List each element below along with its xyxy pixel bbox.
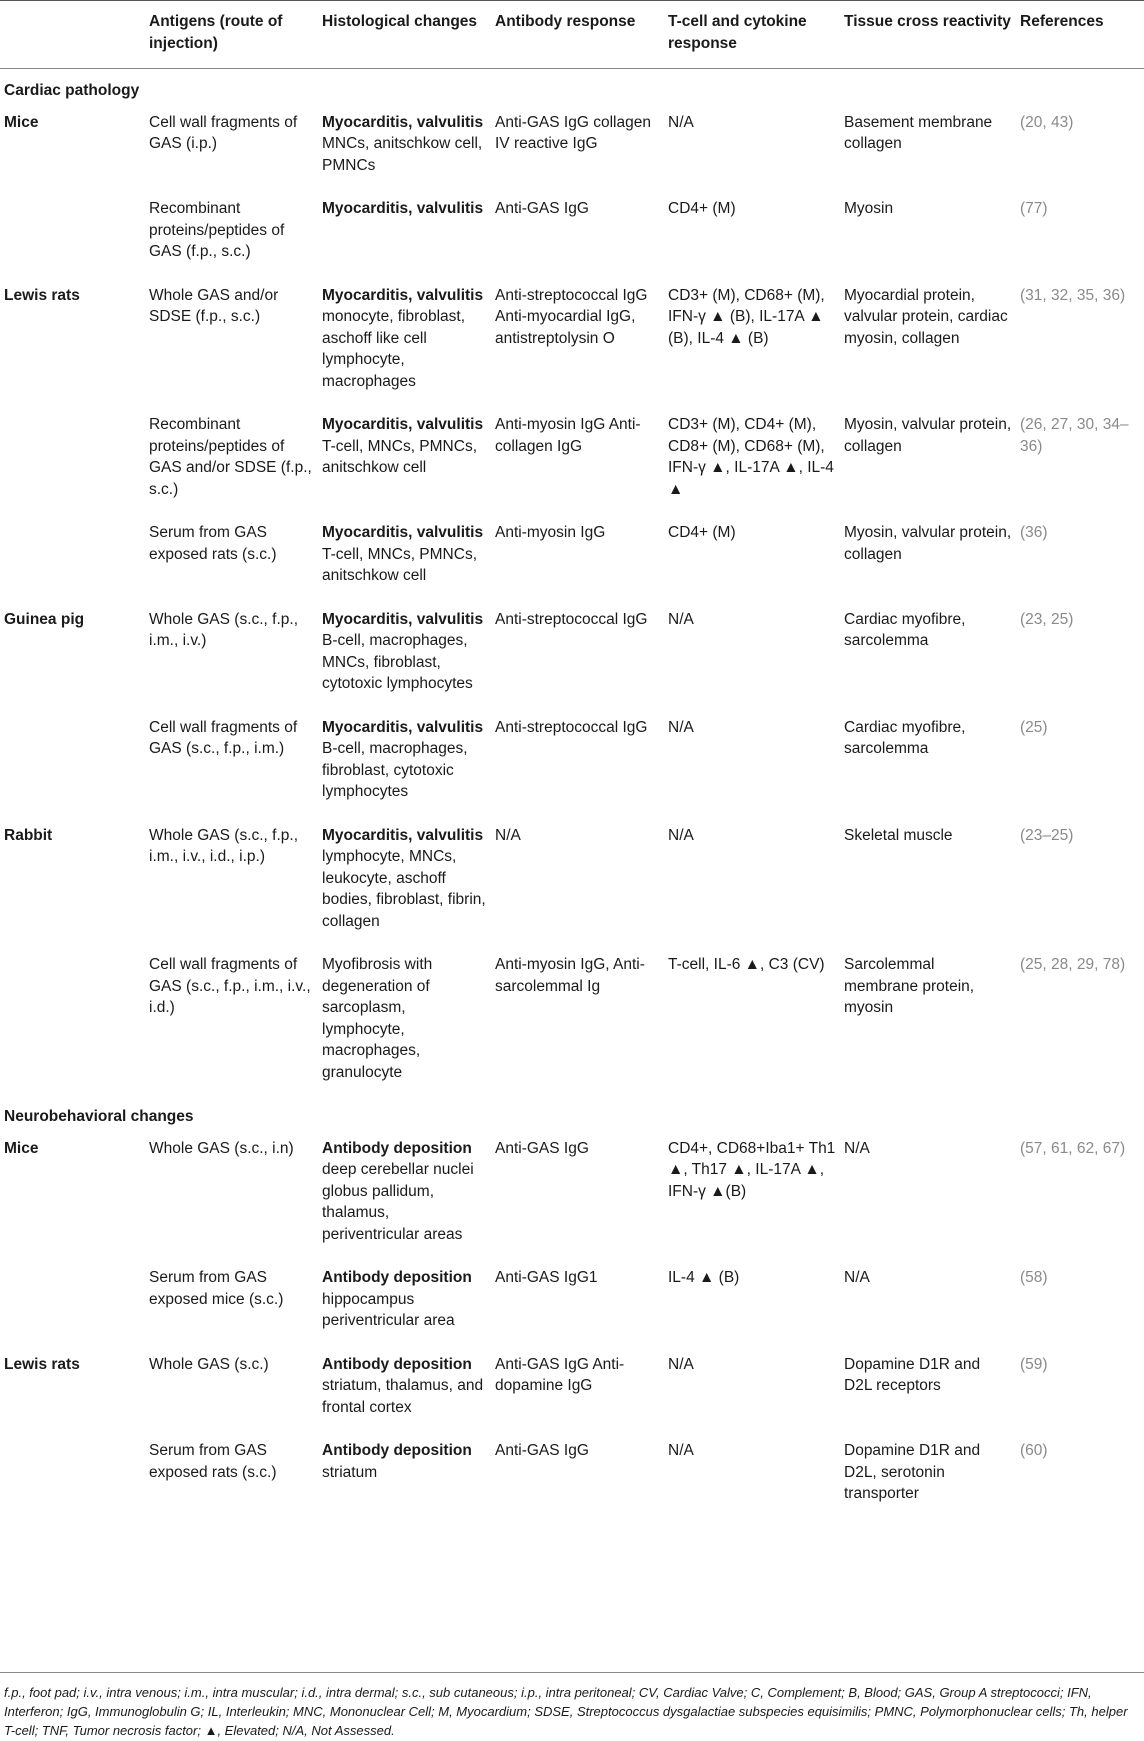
row-antibody: Anti-myosin IgG Anti- collagen IgG: [495, 416, 641, 455]
row-tissue: N/A: [844, 1269, 870, 1286]
row-antibody: Anti-GAS IgG collagen IV reactive IgG: [495, 113, 651, 152]
row-antigen: Cell wall fragments of GAS (s.c., f.p., i.m., i.v., i.d.): [149, 956, 311, 1016]
row-species: [0, 188, 145, 275]
row-antibody: Anti-streptococcal IgG: [495, 718, 648, 736]
row-tcell: IL-4 ▲ (B): [668, 1269, 740, 1286]
row-antibody: Anti-GAS IgG1: [495, 1269, 598, 1286]
row-references[interactable]: (59): [1020, 1355, 1048, 1373]
row-antigen: Whole GAS (s.c.): [149, 1355, 269, 1373]
row-antigen: Whole GAS (s.c., f.p., i.m., i.v.): [149, 610, 299, 649]
row-tissue: Myocardial protein, valvular protein, cardiac myosin, collagen: [844, 286, 1008, 347]
row-tissue: N/A: [844, 1139, 870, 1157]
header-tissue: Tissue cross reactivity: [840, 0, 1016, 69]
row-histological: [318, 1257, 491, 1344]
row-antibody: Anti-streptococcal IgG: [495, 610, 648, 628]
header-antibody: Antibody response: [491, 0, 664, 69]
row-histological: [318, 815, 491, 945]
row-tissue: Cardiac myofibre, sarcolemma: [844, 718, 966, 757]
row-antigen: Recombinant proteins/peptides of GAS and/or SDSE (f.p., s.c.): [149, 416, 312, 498]
row-antigen: Serum from GAS exposed rats (s.c.): [149, 1442, 277, 1481]
row-antibody: Anti-GAS IgG Anti-dopamine IgG: [495, 1355, 625, 1394]
histological-detail: deep cerebellar nuclei globus pallidum, thalamus, periventricular areas: [322, 1161, 474, 1243]
row-references[interactable]: (60): [1020, 1442, 1048, 1459]
histological-finding: Antibody deposition: [322, 1355, 472, 1373]
row-references[interactable]: (57, 61, 62, 67): [1020, 1139, 1126, 1157]
row-tissue: Myosin, valvular protein, collagen: [844, 524, 1012, 563]
row-references[interactable]: (77): [1020, 200, 1048, 217]
row-references[interactable]: (31, 32, 35, 36): [1020, 286, 1126, 304]
row-species: [0, 1257, 145, 1344]
row-antigen: Serum from GAS exposed mice (s.c.): [149, 1269, 284, 1308]
row-antigen: Whole GAS (s.c., f.p., i.m., i.v., i.d., i.p.): [149, 826, 299, 865]
table-footnote: f.p., foot pad; i.v., intra venous; i.m., intra muscular; i.d., intra dermal; s.c., sub cutaneous; i.p., intra peritoneal; CV, Cardiac Valve; C, Complement; B, Blood; GAS, Group A streptococci; IFN, Interferon; IgG, Immunoglobulin G; IL, Interleukin; MNC, Mononuclear Cell; M, Myocardium; SDSE, Streptococcus dysgalactiae subspecies equisimilis; PMNC, Polymorphonuclear cells; Th, helper T-cell; TNF, Tumor necrosis factor; ▲, Elevated; N/A, Not Assessed.: [0, 1672, 1144, 1740]
row-tcell: CD3+ (M), CD4+ (M), CD8+ (M), CD68+ (M), IFN-γ ▲, IL-17A ▲, IL-4 ▲: [668, 416, 834, 498]
row-antigen: Recombinant proteins/peptides of GAS (f.p., s.c.): [149, 200, 285, 260]
row-references[interactable]: (25): [1020, 718, 1048, 736]
histological-detail: hippocampus periventricular area: [322, 1290, 455, 1329]
row-antibody: N/A: [495, 826, 521, 844]
row-species: Lewis rats: [4, 1355, 80, 1373]
row-species: Rabbit: [4, 826, 53, 844]
histological-finding: Myocarditis, valvulitis: [322, 610, 484, 628]
row-tissue: Dopamine D1R and D2L receptors: [844, 1355, 981, 1394]
histological-finding: Myocarditis, valvulitis: [322, 286, 484, 304]
row-antibody: Anti-GAS IgG: [495, 1442, 589, 1459]
histological-finding: Myocarditis, valvulitis: [322, 416, 484, 433]
row-species: [0, 944, 145, 1095]
row-species: [0, 512, 145, 599]
section-title: Cardiac pathology: [4, 82, 140, 99]
row-tissue: Dopamine D1R and D2L, serotonin transporter: [844, 1442, 981, 1502]
row-tcell: N/A: [668, 1355, 694, 1373]
row-tcell: N/A: [668, 718, 694, 736]
row-histological: [318, 599, 491, 707]
row-antibody: Anti-GAS IgG: [495, 1139, 589, 1157]
row-histological: [318, 1430, 491, 1517]
histological-finding: Myocarditis, valvulitis: [322, 113, 484, 131]
histological-finding: Myocarditis, valvulitis: [322, 200, 484, 217]
row-references[interactable]: (20, 43): [1020, 113, 1074, 131]
histological-finding: Myocarditis, valvulitis: [322, 524, 484, 541]
row-antigen: Whole GAS and/or SDSE (f.p., s.c.): [149, 286, 279, 325]
row-references[interactable]: (26, 27, 30, 34–36): [1020, 416, 1129, 455]
row-tcell: CD4+, CD68+Iba1+ Th1 ▲, Th17 ▲, IL-17A ▲, IFN-γ ▲(B): [668, 1139, 836, 1200]
row-tcell: N/A: [668, 826, 694, 844]
row-antibody: Anti-GAS IgG: [495, 200, 589, 217]
row-tissue: Skeletal muscle: [844, 826, 953, 844]
histological-detail: B-cell, macrophages, fibroblast, cytotoxic lymphocytes: [322, 740, 468, 800]
row-antibody: Anti-myosin IgG, Anti-sarcolemmal Ig: [495, 956, 645, 995]
row-tissue: Myosin: [844, 200, 894, 217]
row-antigen: Serum from GAS exposed rats (s.c.): [149, 524, 277, 563]
row-histological: [318, 102, 491, 189]
row-tissue: Basement membrane collagen: [844, 113, 993, 152]
row-tissue: Myosin, valvular protein, collagen: [844, 416, 1012, 455]
header-references: References: [1016, 0, 1144, 69]
header-antigens: Antigens (route of injection): [145, 0, 318, 69]
row-species: Lewis rats: [4, 286, 80, 304]
row-histological: [318, 404, 491, 512]
row-tcell: CD4+ (M): [668, 200, 736, 217]
row-references[interactable]: (23–25): [1020, 826, 1074, 844]
row-histological: [318, 1128, 491, 1258]
section-title: Neurobehavioral changes: [4, 1108, 194, 1125]
row-references[interactable]: (25, 28, 29, 78): [1020, 956, 1126, 973]
histological-detail: monocyte, fibroblast, aschoff like cell lymphocyte, macrophages: [322, 308, 466, 390]
histological-finding: Antibody deposition: [322, 1442, 472, 1459]
histological-detail: lymphocyte, MNCs, leukocyte, aschoff bodies, fibroblast, fibrin, collagen: [322, 848, 486, 930]
histological-detail: Myofibrosis with degeneration of sarcoplasm, lymphocyte, macrophages, granulocyte: [322, 956, 433, 1081]
row-histological: [318, 1344, 491, 1431]
row-tcell: T-cell, IL-6 ▲, C3 (CV): [668, 956, 825, 973]
row-species: Guinea pig: [4, 610, 85, 628]
histological-finding: Antibody deposition: [322, 1269, 472, 1286]
row-tcell: CD3+ (M), CD68+ (M), IFN-γ ▲ (B), IL-17A ▲ (B), IL-4 ▲ (B): [668, 286, 825, 347]
row-histological: [318, 188, 491, 275]
row-tcell: N/A: [668, 610, 694, 628]
row-antibody: Anti-streptococcal IgG Anti-myocardial IgG, antistreptolysin O: [495, 286, 648, 347]
row-species: [0, 1430, 145, 1517]
histological-detail: MNCs, anitschkow cell, PMNCs: [322, 135, 483, 174]
histological-finding: Myocarditis, valvulitis: [322, 826, 484, 844]
row-tissue: Sarcolemmal membrane protein, myosin: [844, 956, 975, 1016]
histological-detail: striatum: [322, 1463, 378, 1481]
row-histological: [318, 707, 491, 815]
header-tcell: T-cell and cytokine response: [664, 0, 840, 69]
row-antibody: Anti-myosin IgG: [495, 524, 606, 541]
row-references[interactable]: (58): [1020, 1269, 1048, 1286]
row-antigen: Cell wall fragments of GAS (i.p.): [149, 113, 298, 152]
histological-finding: Antibody deposition: [322, 1139, 472, 1157]
header-histological: Histological changes: [318, 0, 491, 69]
header-species: [0, 0, 145, 69]
histological-finding: Myocarditis, valvulitis: [322, 718, 484, 736]
row-tcell: N/A: [668, 113, 694, 131]
row-references[interactable]: (36): [1020, 524, 1048, 541]
row-species: [0, 404, 145, 512]
row-tissue: Cardiac myofibre, sarcolemma: [844, 610, 966, 649]
row-species: [0, 707, 145, 815]
row-species: Mice: [4, 113, 39, 131]
histological-detail: T-cell, MNCs, PMNCs, anitschkow cell: [322, 437, 477, 476]
row-histological: [318, 512, 491, 599]
row-antigen: Whole GAS (s.c., i.n): [149, 1139, 294, 1157]
row-tcell: N/A: [668, 1442, 694, 1459]
histological-detail: B-cell, macrophages, MNCs, fibroblast, cytotoxic lymphocytes: [322, 632, 473, 692]
row-histological: [318, 944, 491, 1095]
row-species: Mice: [4, 1139, 39, 1157]
row-references[interactable]: (23, 25): [1020, 610, 1074, 628]
row-antigen: Cell wall fragments of GAS (s.c., f.p., i.m.): [149, 718, 298, 757]
row-tcell: CD4+ (M): [668, 524, 736, 541]
histological-detail: striatum, thalamus, and frontal cortex: [322, 1377, 484, 1416]
row-histological: [318, 275, 491, 405]
histological-detail: T-cell, MNCs, PMNCs, anitschkow cell: [322, 545, 477, 584]
